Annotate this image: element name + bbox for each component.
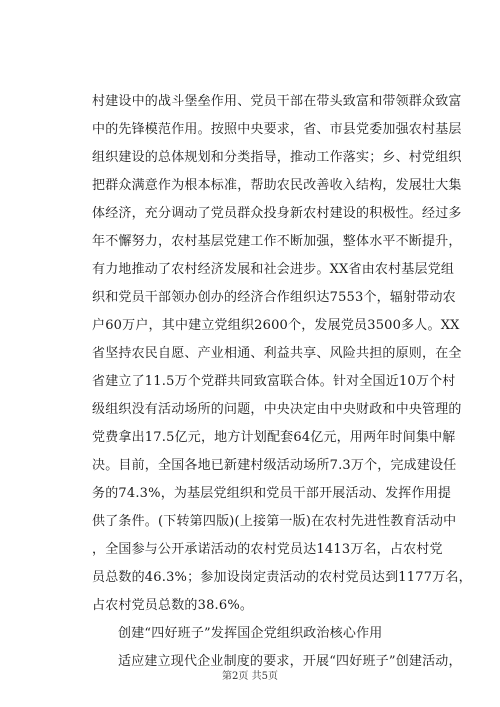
text-line: 村建设中的战斗堡垒作用、党员干部在带头致富和带领群众致富 (92, 94, 462, 109)
text-line: 中的先锋模范作用。按照中央要求，省、市县党委加强农村基层 (92, 122, 462, 137)
text-line: 决。目前，全国各地已新建村级活动场所7.3万个，完成建设任 (92, 458, 457, 473)
text-line: 户60万户，其中建立党组织2600个，发展党员3500多人。XX (92, 318, 460, 333)
text-line: 省坚持农民自愿、产业相通、利益共享、风险共担的原则，在全 (92, 346, 462, 361)
text-line: 年不懈努力，农村基层党建工作不断加强，整体水平不断提升， (92, 234, 462, 249)
text-line: 把群众满意作为根本标准，帮助农民改善收入结构，发展壮大集 (92, 178, 462, 193)
body-text (92, 88, 472, 676)
text-line: 党费拿出17.5亿元，地方计划配套64亿元，用两年时间集中解 (92, 430, 456, 445)
text-line: 组织建设的总体规划和分类指导，推动工作落实；乡、村党组织 (92, 150, 462, 165)
paragraph-first-line: 适应建立现代企业制度的要求，开展“四好班子”创建活动， (118, 654, 462, 669)
text-line: 织和党员干部领办创办的经济合作组织达7553个，辐射带动农 (92, 290, 456, 305)
text-line: ，全国参与公开承诺活动的农村党员达1413万名，占农村党 (92, 542, 443, 557)
text-line: 级组织没有活动场所的问题，中央决定由中央财政和中央管理的 (92, 402, 462, 417)
text-line: 务的74.3%，为基层党组织和党员干部开展活动、发挥作用提 (92, 486, 452, 501)
section-heading: 创建“四好班子”发挥国企党组织政治核心作用 (118, 626, 383, 641)
text-line: 体经济，充分调动了党员群众投身新农村建设的积极性。经过多 (92, 206, 462, 221)
text-line: 省建立了11.5万个党群共同致富联合体。针对全国近10万个村 (92, 374, 456, 389)
text-line: 供了条件。(下转第四版)(上接第一版)在农村先进性教育活动中 (92, 514, 457, 529)
text-line: 占农村党员总数的38.6%。 (92, 598, 254, 613)
text-line: 员总数的46.3%；参加设岗定责活动的农村党员达到1177万名， (92, 570, 472, 585)
page-number-footer: 第2页 共5页 (222, 671, 278, 682)
text-line: 有力地推动了农村经济发展和社会进步。XX省由农村基层党组 (92, 262, 455, 277)
